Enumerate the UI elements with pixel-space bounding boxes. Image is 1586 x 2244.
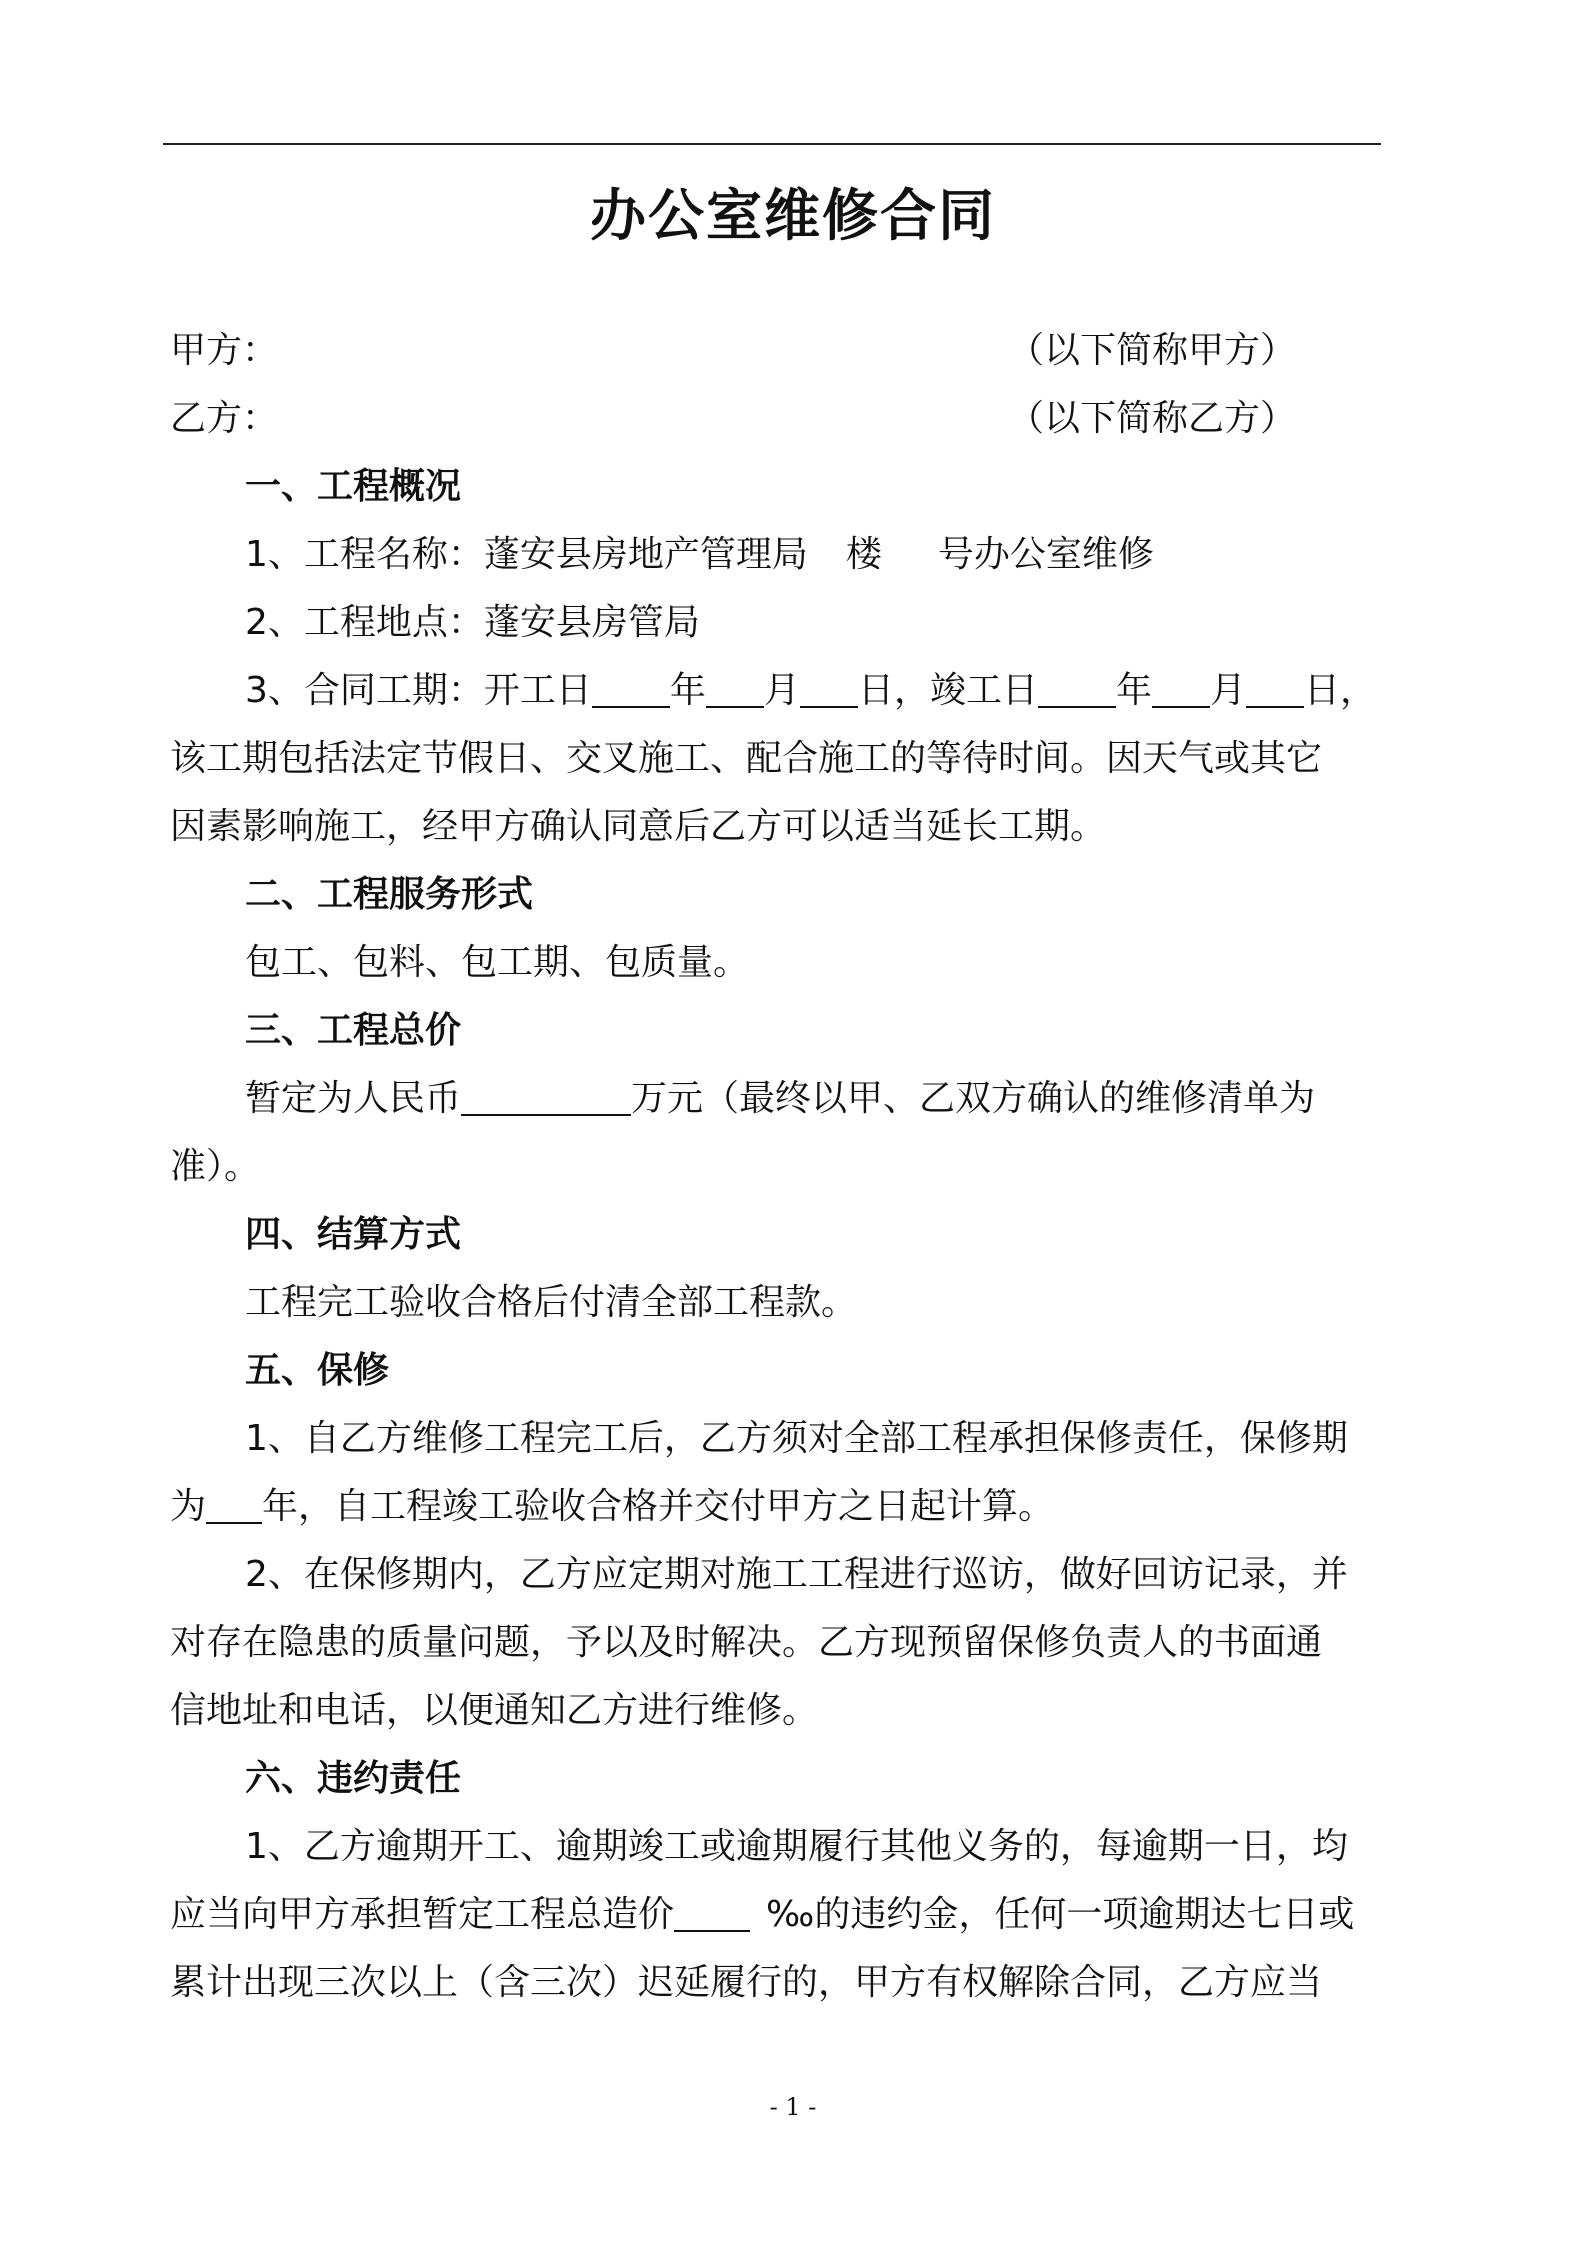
section-5-p2-line-1: 2、在保修期内，乙方应定期对施工工程进行巡访，做好回访记录，并 — [245, 1554, 1348, 1595]
section-2-body: 包工、包料、包工期、包质量。 — [245, 942, 750, 983]
section-6-heading: 六、违约责任 — [245, 1758, 462, 1799]
section-5-heading: 五、保修 — [245, 1350, 390, 1391]
page-number: - 1 - — [769, 2093, 817, 2121]
end-month-blank[interactable] — [1152, 668, 1210, 708]
term-prefix: 3、合同工期：开工日 — [245, 670, 592, 711]
section-1-item-3-line-3: 因素影响施工，经甲方确认同意后乙方可以适当延长工期。 — [170, 806, 1107, 847]
end-month-label: 月 — [1209, 670, 1246, 711]
party-a-label: 甲方： — [170, 330, 279, 371]
end-year-label: 年 — [1115, 670, 1152, 711]
completion-label: 竣工日 — [929, 670, 1038, 711]
section-3-body — [245, 1075, 1390, 1123]
section-5-p1-line-1: 1、自乙方维修工程完工后，乙方须对全部工程承担保修责任，保修期 — [245, 1418, 1348, 1459]
party-b-line — [170, 395, 1390, 443]
section-4-heading: 四、结算方式 — [245, 1214, 462, 1255]
end-day-blank[interactable] — [1246, 668, 1304, 708]
party-b-label: 乙方： — [170, 398, 279, 439]
start-month-label: 月 — [763, 670, 800, 711]
section-4-body: 工程完工验收合格后付清全部工程款。 — [245, 1282, 858, 1323]
section-1-heading: 一、工程概况 — [245, 466, 462, 507]
warranty-suffix: 年，自工程竣工验收合格并交付甲方之日起计算。 — [262, 1486, 1055, 1527]
end-day-label: 日， — [1304, 670, 1377, 711]
section-2-heading: 二、工程服务形式 — [245, 874, 534, 915]
section-6-p1-line-2 — [170, 1891, 1390, 1939]
penalty-prefix: 应当向甲方承担暂定工程总造价 — [170, 1894, 675, 1935]
section-6-p1-line-3: 累计出现三次以上（含三次）迟延履行的，甲方有权解除合同，乙方应当 — [170, 1962, 1323, 2003]
section-1-item-3 — [245, 667, 1390, 715]
section-3-heading: 三、工程总价 — [245, 1010, 462, 1051]
start-day-label: 日， — [857, 670, 930, 711]
warranty-prefix: 为 — [170, 1486, 207, 1527]
warranty-years-blank[interactable] — [206, 1484, 262, 1524]
project-name-prefix: 1、工程名称：蓬安县房地产管理局 — [245, 534, 808, 575]
start-year-blank[interactable] — [592, 668, 670, 708]
section-6-p1-line-1: 1、乙方逾期开工、逾期竣工或逾期履行其他义务的，每逾期一日，均 — [245, 1826, 1348, 1867]
price-prefix: 暂定为人民币 — [245, 1078, 462, 1119]
start-month-blank[interactable] — [706, 668, 764, 708]
section-5-p2-line-3: 信地址和电话，以便通知乙方进行维修。 — [170, 1690, 819, 1731]
project-name-suffix: 号办公室维修 — [937, 534, 1154, 575]
section-1-item-3-line-2: 该工期包括法定节假日、交叉施工、配合施工的等待时间。因天气或其它 — [170, 738, 1323, 779]
section-5-p1-line-2 — [170, 1483, 1390, 1531]
party-b-note: （以下简称乙方） — [1007, 398, 1296, 439]
penalty-suffix: ‰的违约金，任何一项逾期达七日或 — [766, 1894, 1355, 1935]
section-1-item-1 — [245, 531, 1390, 579]
section-5-p2-line-2: 对存在隐患的质量问题，予以及时解决。乙方现预留保修负责人的书面通 — [170, 1622, 1323, 1663]
penalty-rate-blank[interactable] — [674, 1892, 750, 1932]
price-blank[interactable] — [461, 1076, 631, 1116]
price-suffix: 万元（最终以甲、乙双方确认的维修清单为 — [631, 1078, 1316, 1119]
start-year-label: 年 — [669, 670, 706, 711]
document-title: 办公室维修合同 — [590, 184, 996, 249]
start-day-blank[interactable] — [800, 668, 858, 708]
header-rule — [163, 143, 1381, 145]
party-a-line — [170, 327, 1390, 375]
party-a-note: （以下简称甲方） — [1007, 330, 1296, 371]
end-year-blank[interactable] — [1038, 668, 1116, 708]
section-3-body-line-2: 准）。 — [170, 1146, 261, 1187]
project-name-lou: 楼 — [845, 534, 882, 575]
section-1-item-2: 2、工程地点：蓬安县房管局 — [245, 602, 700, 643]
